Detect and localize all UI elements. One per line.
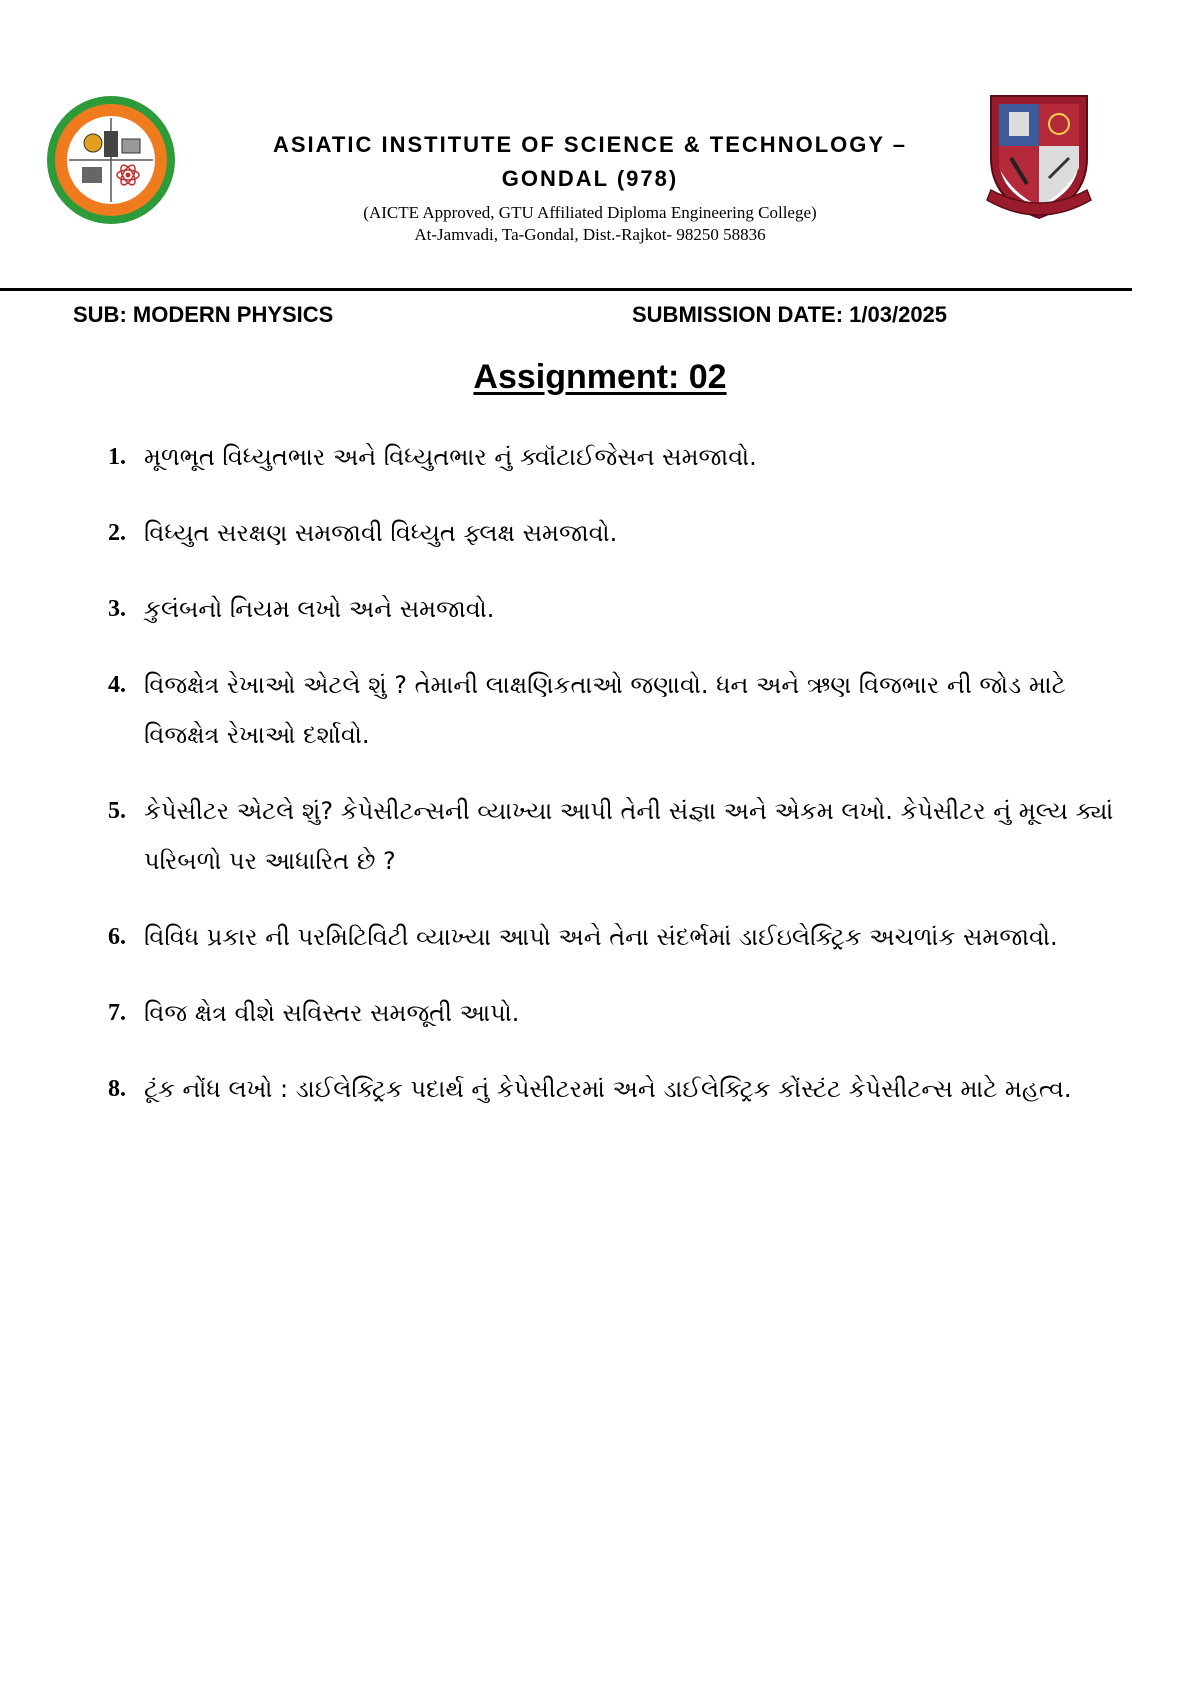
question-item (108, 584, 1148, 634)
question-item (108, 786, 1148, 886)
question-text: વિજક્ષેત્ર રેખાઓ એટલે શું ? તેમાની લાક્ષણિકતાઓ જણાવો. ધન અને ઋણ વિજભાર ની જોડ માટે વિજક્ષેત્ર રેખાઓ દર્શાવો. (144, 671, 1066, 749)
question-item (108, 660, 1148, 760)
question-number: 6. (108, 924, 126, 950)
question-number: 4. (108, 672, 126, 698)
question-text: ટૂંક નોંધ લખો : ડાઈલેક્ટ્રિક પદાર્થ નું કેપેસીટરમાં અને ડાઈલેક્ટ્રિક કોંસ્ટંટ કેપેસીટન્સ માટે મહત્વ. (144, 1075, 1072, 1103)
header-divider (0, 288, 1132, 291)
question-number: 1. (108, 444, 126, 470)
question-item (108, 508, 1148, 558)
question-item (108, 1064, 1148, 1114)
institute-seal-logo-svg (44, 93, 178, 227)
gtu-shield-logo-svg (983, 88, 1095, 226)
question-text: કુલંબનો નિયમ લખો અને સમજાવો. (144, 595, 495, 623)
question-item (108, 432, 1148, 482)
question-number: 7. (108, 1000, 126, 1026)
question-text: મૂળભૂત વિધ્યુતભાર અને વિધ્યુતભાર નું ક્વૉંટાઈજેસન સમજાવો. (144, 443, 757, 471)
question-number: 3. (108, 596, 126, 622)
assignment-title: Assignment: 02 (473, 358, 727, 396)
institute-name-line2: GONDAL (978) (501, 166, 679, 191)
institute-name-line1: ASIATIC INSTITUTE OF SCIENCE & TECHNOLOGY – (272, 132, 907, 157)
question-item (108, 912, 1148, 962)
question-text: વિજ ક્ષેત્ર વીશે સવિસ્તર સમજૂતી આપો. (144, 999, 520, 1027)
gtu-shield-logo (983, 88, 1095, 226)
question-number: 8. (108, 1076, 126, 1102)
question-text: વિવિધ પ્રકાર ની પરમિટિવિટી વ્યાખ્યા આપો અને તેના સંદર્ભમાં ડાઈઇલેક્ટ્રિક અચળાંક સમજાવો. (144, 923, 1058, 951)
question-list (108, 432, 1148, 1140)
question-text: વિધ્યુત સરક્ષણ સમજાવી વિધ્યુત ફ્લક્ષ સમજાવો. (144, 519, 618, 547)
institute-address: At-Jamvadi, Ta-Gondal, Dist.-Rajkot- 98250 58836 (414, 225, 766, 244)
question-number: 5. (108, 798, 126, 824)
institute-seal-logo (44, 93, 178, 227)
question-item (108, 988, 1148, 1038)
submission-date: SUBMISSION DATE: 1/03/2025 (632, 302, 948, 327)
institute-approval: (AICTE Approved, GTU Affiliated Diploma Engineering College) (363, 203, 817, 222)
question-text: કેપેસીટર એટલે શું? કેપેસીટન્સની વ્યાખ્યા આપી તેની સંજ્ઞા અને એકમ લખો. કેપેસીટર નું મૂલ્ય ક્યાં પરિબળો પર આધારિત છે ? (144, 797, 1114, 875)
question-number: 2. (108, 520, 126, 546)
subject-label: SUB: MODERN PHYSICS (73, 302, 334, 327)
institute-header (200, 128, 980, 246)
assignment-title-wrapper (0, 358, 1200, 397)
